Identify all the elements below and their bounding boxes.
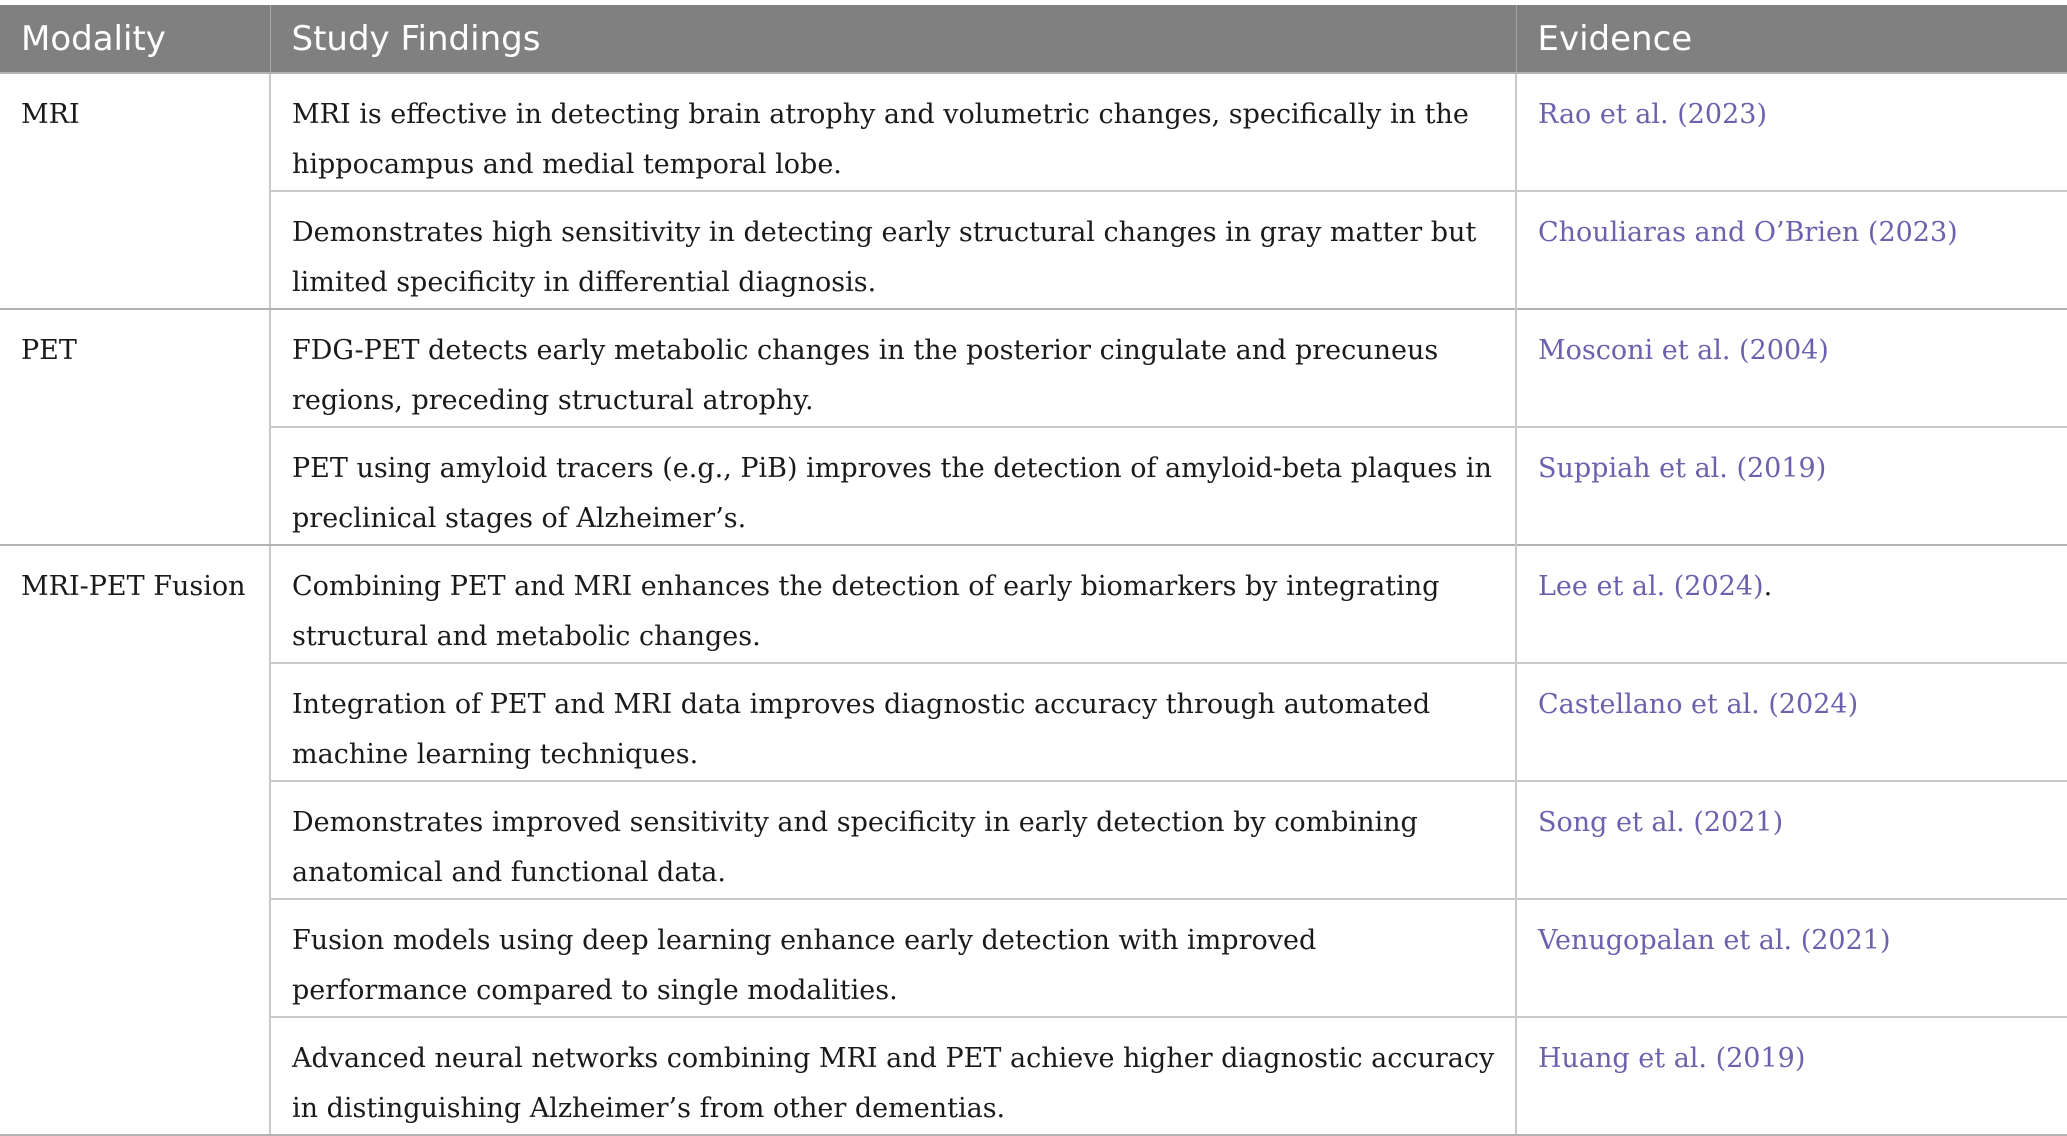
table-row <box>0 899 2067 1017</box>
header-evidence: Evidence <box>1516 5 2067 73</box>
table-header <box>0 5 2067 73</box>
table-row <box>0 781 2067 899</box>
citation-link[interactable]: Huang et al. (2019) <box>1538 1043 1806 1074</box>
evidence-cell <box>1516 781 2067 899</box>
finding-cell: Fusion models using deep learning enhance early detection with improved performance compared to single modalities. <box>270 899 1516 1017</box>
citation-link[interactable]: Mosconi et al. (2004) <box>1538 335 1829 366</box>
evidence-cell <box>1516 899 2067 1017</box>
modality-cell: MRI-PET Fusion <box>0 545 270 1135</box>
header-modality: Modality <box>21 18 166 59</box>
citation-link[interactable]: Chouliaras and O’Brien (2023) <box>1538 217 1958 248</box>
evidence-cell <box>1516 309 2067 427</box>
table-row <box>0 545 2067 663</box>
modality-cell: MRI <box>0 73 270 309</box>
citation-link[interactable]: Rao et al. (2023) <box>1538 99 1767 130</box>
citation-link[interactable]: Suppiah et al. (2019) <box>1538 453 1827 484</box>
evidence-cell <box>1516 427 2067 545</box>
table-body <box>0 73 2067 1135</box>
finding-cell: Demonstrates improved sensitivity and specificity in early detection by combining anatomical and functional data. <box>270 781 1516 899</box>
evidence-cell <box>1516 1017 2067 1135</box>
table-row <box>0 191 2067 309</box>
header-study-findings: Study Findings <box>270 5 1516 73</box>
table-row <box>0 73 2067 191</box>
table-row <box>0 1017 2067 1135</box>
table-row <box>0 663 2067 781</box>
citation-link[interactable]: Song et al. (2021) <box>1538 807 1784 838</box>
finding-cell: PET using amyloid tracers (e.g., PiB) improves the detection of amyloid-beta plaques in preclinical stages of Alzheimer’s. <box>270 427 1516 545</box>
finding-cell: Combining PET and MRI enhances the detection of early biomarkers by integrating structural and metabolic changes. <box>270 545 1516 663</box>
finding-cell: Demonstrates high sensitivity in detecting early structural changes in gray matter but limited specificity in differential diagnosis. <box>270 191 1516 309</box>
evidence-cell <box>1516 191 2067 309</box>
finding-cell: Integration of PET and MRI data improves diagnostic accuracy through automated machine learning techniques. <box>270 663 1516 781</box>
findings-table <box>0 5 2067 1136</box>
evidence-cell <box>1516 73 2067 191</box>
evidence-cell <box>1516 663 2067 781</box>
evidence-cell <box>1516 545 2067 663</box>
citation-suffix: . <box>1763 571 1773 602</box>
finding-cell: FDG-PET detects early metabolic changes in the posterior cingulate and precuneus regions, preceding structural atrophy. <box>270 309 1516 427</box>
citation-link[interactable]: Venugopalan et al. (2021) <box>1538 925 1891 956</box>
table-row <box>0 309 2067 427</box>
table-row <box>0 427 2067 545</box>
modality-cell: PET <box>0 309 270 545</box>
citation-link[interactable]: Castellano et al. (2024) <box>1538 689 1859 720</box>
finding-cell: MRI is effective in detecting brain atrophy and volumetric changes, specifically in the hippocampus and medial temporal lobe. <box>270 73 1516 191</box>
header-row <box>0 5 2067 73</box>
finding-cell: Advanced neural networks combining MRI and PET achieve higher diagnostic accuracy in distinguishing Alzheimer’s from other dementias. <box>270 1017 1516 1135</box>
citation-link[interactable]: Lee et al. (2024) <box>1538 571 1764 602</box>
